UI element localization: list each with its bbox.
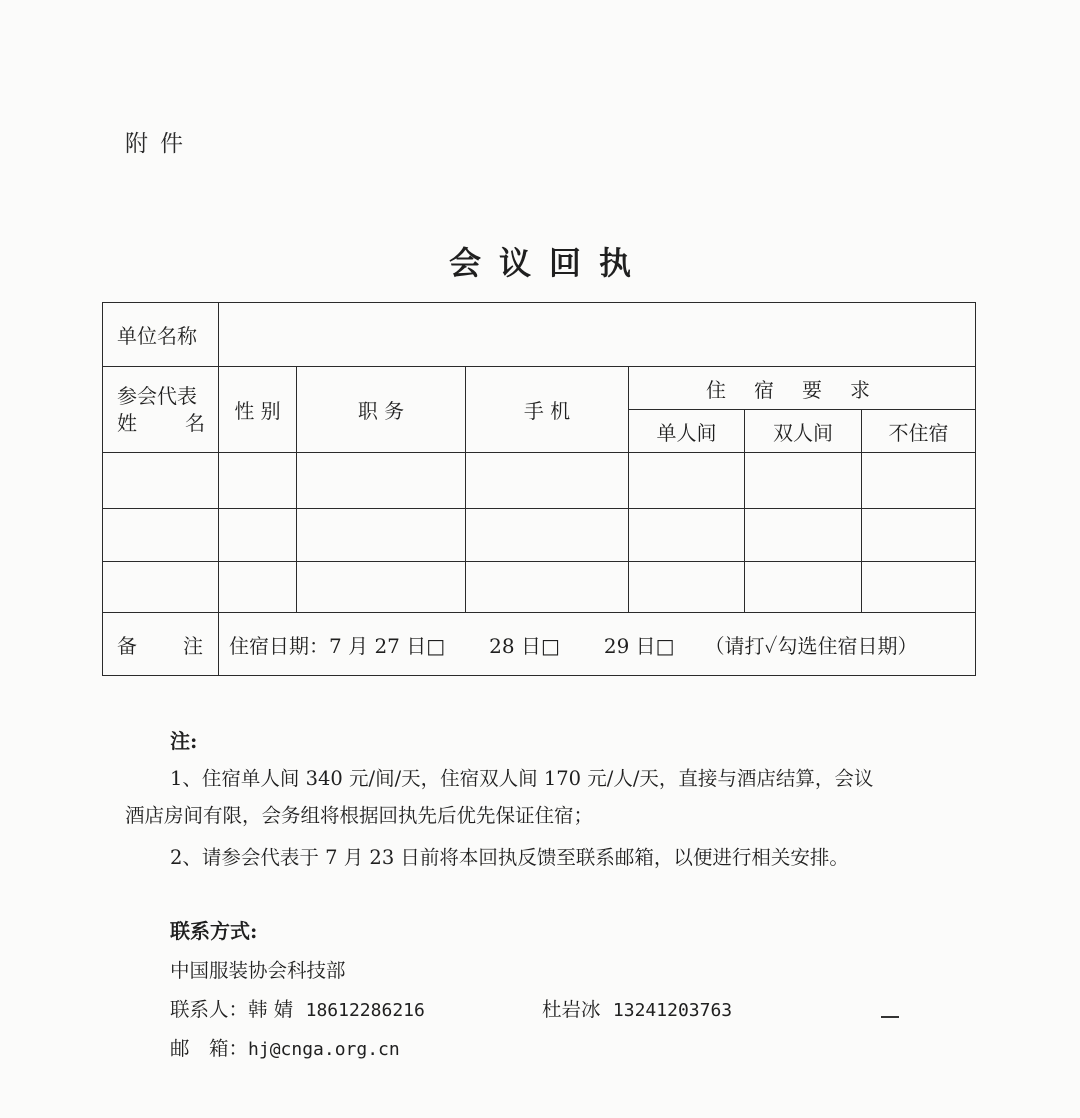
note-item-2: 2、请参会代表于 7 月 23 日前将本回执反馈至联系邮箱，以便进行相关安排。: [170, 846, 849, 869]
no-room-cell[interactable]: [862, 562, 976, 613]
gender-cell[interactable]: [219, 562, 297, 613]
unit-name-label: 单位名称: [103, 303, 219, 367]
contact-person-1: [170, 994, 425, 1022]
scan-mark: [881, 1016, 899, 1018]
single-room-cell[interactable]: [629, 509, 745, 562]
phone-cell[interactable]: [466, 453, 629, 509]
phone-cell[interactable]: [466, 562, 629, 613]
accommodation-header: [629, 367, 976, 410]
note-item-1-line-1: 1、住宿单人间 340 元/间/天，住宿双人间 170 元/人/天，直接与酒店结算，会议: [170, 767, 874, 790]
position-cell[interactable]: [297, 509, 466, 562]
unit-row: [103, 303, 976, 367]
notes-heading: 注:: [170, 729, 198, 753]
person2-phone: 13241203763: [612, 1000, 733, 1021]
double-room-cell[interactable]: [745, 509, 862, 562]
contact-organization: 中国服装协会科技部: [170, 959, 346, 982]
gender-cell[interactable]: [219, 453, 297, 509]
contact-prefix: 联系人：: [170, 998, 249, 1021]
unit-name-field[interactable]: [219, 303, 976, 367]
stay-date-27[interactable]: 住宿日期：7 月 27 日□: [229, 633, 446, 658]
no-room-cell[interactable]: [862, 453, 976, 509]
contact-person-2: [542, 994, 732, 1022]
phone-header: 手 机: [466, 367, 629, 453]
attachment-label: 附件: [125, 131, 195, 157]
name-cell[interactable]: [103, 562, 219, 613]
email-label: 邮 箱：: [170, 1037, 249, 1060]
receipt-form-table: [102, 302, 976, 676]
room-none-header: 不住宿: [862, 410, 976, 453]
remarks-row: [103, 613, 976, 676]
position-cell[interactable]: [297, 453, 466, 509]
delegate-label-line1: 参会代表: [117, 383, 197, 408]
stay-dates-hint: （请打✓勾选住宿日期）: [704, 633, 918, 658]
header-row-1: [103, 367, 976, 410]
gender-header: 性 别: [219, 367, 297, 453]
double-room-cell[interactable]: [745, 562, 862, 613]
remarks-label-a: 备: [117, 633, 137, 658]
remarks-label-b: 注: [183, 633, 203, 658]
email-address[interactable]: hj@cnga.org.cn: [248, 1039, 400, 1060]
name-cell[interactable]: [103, 509, 219, 562]
single-room-cell[interactable]: [629, 453, 745, 509]
no-room-cell[interactable]: [862, 509, 976, 562]
room-single-header: 单人间: [629, 410, 745, 453]
position-cell[interactable]: [297, 562, 466, 613]
delegate-row: [103, 509, 976, 562]
document-title: 会议回执: [448, 244, 649, 282]
delegate-row: [103, 562, 976, 613]
stay-date-29[interactable]: 29 日□: [603, 633, 675, 658]
note-item-1-line-2: 酒店房间有限，会务组将根据回执先后优先保证住宿；: [125, 804, 594, 827]
gender-cell[interactable]: [219, 509, 297, 562]
contact-heading: 联系方式:: [170, 919, 258, 943]
delegate-row: [103, 453, 976, 509]
delegate-label-surname: 姓: [117, 410, 137, 435]
name-cell[interactable]: [103, 453, 219, 509]
phone-cell[interactable]: [466, 509, 629, 562]
single-room-cell[interactable]: [629, 562, 745, 613]
delegate-name-label: [103, 367, 219, 453]
person2-name: 杜岩冰: [542, 998, 601, 1021]
remarks-label: [103, 613, 219, 676]
double-room-cell[interactable]: [745, 453, 862, 509]
position-header: 职 务: [297, 367, 466, 453]
delegate-label-given: 名: [185, 410, 205, 435]
person1-phone: 18612286216: [305, 1000, 425, 1021]
person1-name: 韩 婧: [248, 998, 294, 1021]
contact-email: [170, 1033, 400, 1061]
stay-date-28[interactable]: 28 日□: [489, 633, 560, 658]
room-double-header: 双人间: [745, 410, 862, 453]
accommodation-label: 住宿要求: [706, 377, 899, 402]
stay-dates-field: [219, 613, 976, 676]
